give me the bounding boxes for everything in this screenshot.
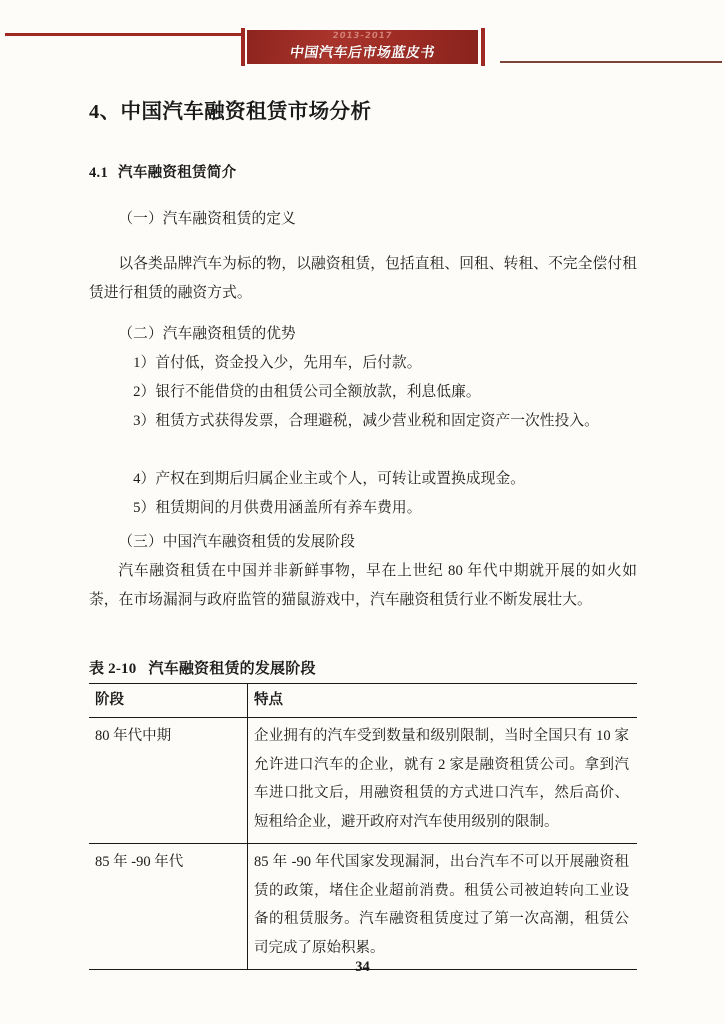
table-row <box>89 844 637 970</box>
stages-table <box>89 683 637 970</box>
header-rule-right <box>500 61 722 63</box>
advantage-item-1: 1）首付低，资金投入少，先用车，后付款。 <box>133 355 422 371</box>
banner-accent-bar-left <box>241 28 245 66</box>
section-title-text: 汽车融资租赁简介 <box>118 165 237 181</box>
table-header-row <box>89 684 637 718</box>
paragraph-definition-body: 以各类品牌汽车为标的物，以融资租赁，包括直租、回租、转租、不完全偿付租赁进行租赁的融资方式。 <box>89 256 637 301</box>
table-row <box>89 718 637 844</box>
page-title: 4、中国汽车融资租赁市场分析 <box>89 101 372 123</box>
banner-year-range: 2013-2017 <box>331 31 394 41</box>
subsection-heading-definition: （一）汽车融资租赁的定义 <box>118 211 296 227</box>
table-caption-text: 汽车融资租赁的发展阶段 <box>148 661 316 677</box>
subsection-heading-stages: （三）中国汽车融资租赁的发展阶段 <box>118 534 355 550</box>
cell-stage: 85 年 -90 年代 <box>89 844 248 970</box>
subsection-heading-advantages: （二）汽车融资租赁的优势 <box>118 326 296 342</box>
column-header-stage: 阶段 <box>89 684 248 718</box>
advantage-item-3: 3）租赁方式获得发票，合理避税，减少营业税和固定资产一次性投入。 <box>133 413 599 429</box>
section-heading <box>89 161 236 182</box>
cell-feature-text: 企业拥有的汽车受到数量和级别限制，当时全国只有 10 家允许进口汽车的企业，就有 2 家是融资租赁公司。拿到汽车进口批文后，用融资租赁的方式进口汽车，然后高价、短租给企业，避开政府对汽车使用级别的限制。 <box>254 728 629 830</box>
cell-feature <box>248 844 638 970</box>
paragraph-stages-body: 汽车融资租赁在中国并非新鲜事物，早在上世纪 80 年代中期就开展的如火如荼，在市场漏洞与政府监管的猫鼠游戏中，汽车融资租赁行业不断发展壮大。 <box>89 563 637 608</box>
advantage-item-4: 4）产权在到期后归属企业主或个人，可转让或置换成现金。 <box>133 471 526 487</box>
header-banner <box>247 30 478 64</box>
cell-stage: 80 年代中期 <box>89 718 248 844</box>
page-number: 34 <box>355 959 370 975</box>
advantage-item-2: 2）银行不能借贷的由租赁公司全额放款，利息低廉。 <box>133 384 481 400</box>
section-number: 4.1 <box>89 165 109 181</box>
column-header-feature: 特点 <box>248 684 638 718</box>
table-body <box>89 718 637 970</box>
cell-feature <box>248 718 638 844</box>
advantage-item-5: 5）租赁期间的月供费用涵盖所有养车费用。 <box>133 500 422 516</box>
banner-accent-bar-right <box>481 28 485 66</box>
cell-feature-text: 85 年 -90 年代国家发现漏洞，出台汽车不可以开展融资租赁的政策，堵住企业超前消费。租赁公司被迫转向工业设备的租赁服务。汽车融资租赁度过了第一次高潮，租赁公司完成了原始积累。 <box>254 854 629 956</box>
page-header <box>0 0 725 80</box>
table-caption-number: 表 2-10 <box>89 661 137 677</box>
banner-report-title: 中国汽车后市场蓝皮书 <box>288 45 437 61</box>
table-caption <box>89 657 316 678</box>
table-head <box>89 684 637 718</box>
header-rule-left <box>5 33 243 36</box>
